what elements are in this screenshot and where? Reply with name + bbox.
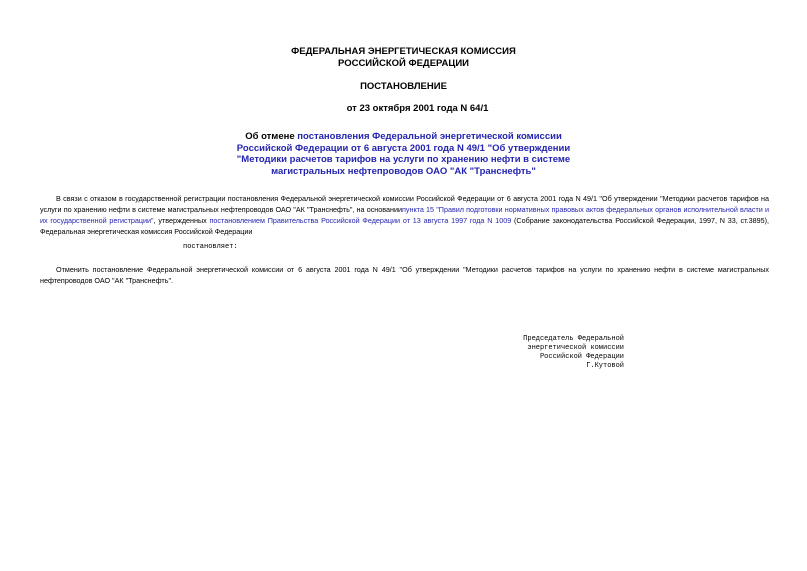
org-name-line2: РОССИЙСКОЙ ФЕДЕРАЦИИ: [337, 58, 469, 69]
signature-line3: Российской Федерации: [539, 353, 624, 361]
preamble-paragraph: [40, 193, 769, 237]
rules-link[interactable]: пункта 15 "Правил подготовки нормативных правовых актов федеральных органов исполнительной власти и их государственной регистрации": [40, 205, 769, 225]
preamble-text-3: (Собрание законодательства Российской Федерации, 1997, N 33, ст.3895), Федеральная энергетическая комиссия Российской Федерации: [40, 216, 769, 236]
title-link-line2[interactable]: Российской Федерации от 6 августа 2001 года N 49/1 "Об утверждении: [236, 142, 571, 154]
title-prefix: Об отмене: [245, 131, 298, 142]
signature-line1: Председатель Федеральной: [523, 335, 624, 343]
signature-block: [523, 335, 624, 371]
postanovlyaet-label: постановляет:: [183, 243, 238, 251]
org-name-line1: ФЕДЕРАЛЬНАЯ ЭНЕРГЕТИЧЕСКАЯ КОМИССИЯ: [291, 46, 516, 57]
preamble-text-1: В связи с отказом в государственной регистрации постановления Федеральной энергетической комиссии Российской Федерации от 6 августа 2001 года N 49/1 "Об утверждении "Методики расчетов тарифов на услуги по хранению нефти в системе магистральных нефтепроводов ОАО "АК "Транснефть", на основании: [40, 194, 769, 214]
operative-paragraph: [40, 264, 769, 286]
document-title: [0, 131, 807, 177]
operative-text: Отменить постановление Федеральной энергетической комиссии от 6 августа 2001 года N 49/1 "Об утверждении "Методики расчетов тарифов на услуги по хранению нефти в системе магистральных нефтепроводов ОАО "АК "Транснефть".: [40, 265, 769, 285]
title-link-line3[interactable]: "Методики расчетов тарифов на услуги по хранению нефти в системе: [236, 154, 571, 165]
document-type: ПОСТАНОВЛЕНИЕ: [360, 81, 447, 92]
signature-line2: энергетической комиссии: [527, 344, 624, 352]
title-link-line4[interactable]: магистральных нефтепроводов ОАО "АК "Транснефть": [271, 165, 536, 177]
signature-name: Г.Кутовой: [586, 362, 624, 370]
title-link-line1[interactable]: постановления Федеральной энергетической комиссии: [297, 131, 562, 142]
preamble-text-2: , утвержденных: [153, 216, 210, 225]
document-date-number: от 23 октября 2001 года N 64/1: [346, 103, 489, 114]
government-decree-link[interactable]: постановлением Правительства Российской Федерации от 13 августа 1997 года N 1009: [209, 216, 512, 225]
